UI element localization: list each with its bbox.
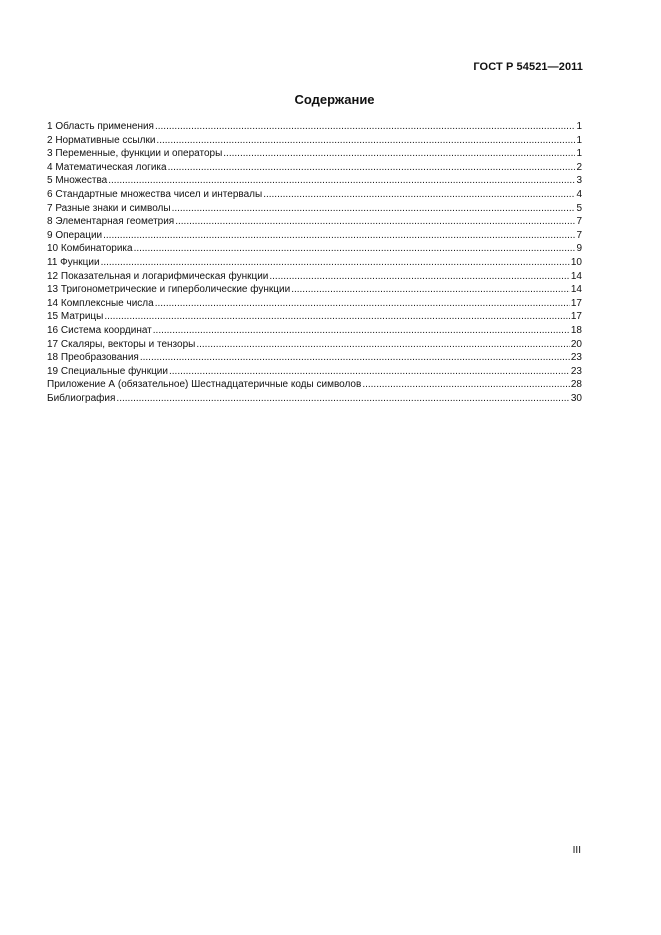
toc-leader-dots [103,229,575,243]
toc-leader-dots [155,297,570,311]
toc-item[interactable] [47,324,582,338]
toc-item-page: 17 [570,311,582,323]
toc-item-page: 1 [576,134,582,146]
toc-item[interactable] [47,283,582,297]
toc-leader-dots [101,256,570,270]
toc-item-label: 12 Показательная и логарифмическая функции [47,270,269,282]
toc-item-page: 4 [576,188,582,200]
toc-item-label: 9 Операции [47,229,103,241]
toc-item[interactable] [47,365,582,379]
toc-item-label: 10 Комбинаторика [47,243,133,255]
toc-item[interactable] [47,161,582,175]
toc-leader-dots [223,147,575,161]
table-of-contents [47,120,582,405]
toc-item-label: 6 Стандартные множества чисел и интервалы [47,188,263,200]
toc-item-label: 1 Область применения [47,121,154,132]
toc-item-page: 9 [576,243,582,255]
toc-item-label: 17 Скаляры, векторы и тензоры [47,338,196,350]
toc-leader-dots [291,283,570,297]
toc-item-page: 14 [570,284,582,296]
toc-item-page: 2 [576,161,582,173]
toc-item-page: 10 [570,256,582,268]
toc-item[interactable] [47,229,582,243]
toc-item-page: 7 [576,216,582,228]
toc-item-page: 14 [570,270,582,282]
page-number: III [572,845,581,856]
toc-item-label: 3 Переменные, функции и операторы [47,148,223,160]
toc-leader-dots [155,120,575,134]
toc-item-label: Библиография [47,392,116,404]
toc-leader-dots [362,378,570,392]
toc-item[interactable] [47,147,582,161]
toc-item-label: 8 Элементарная геометрия [47,216,175,228]
toc-item-page: 28 [570,379,582,391]
toc-item-label: 18 Преобразования [47,352,139,364]
toc-leader-dots [104,310,570,324]
toc-item-label: 5 Множества [47,175,108,187]
toc-item-page: 20 [570,338,582,350]
toc-item-page: 23 [570,365,582,377]
toc-item[interactable] [47,120,582,134]
toc-item-page: 3 [576,175,582,187]
toc-item[interactable] [47,310,582,324]
toc-item[interactable] [47,297,582,311]
toc-item-label: 15 Матрицы [47,311,104,323]
toc-item-label: Приложение А (обязательное) Шестнадцатеричные коды символов [47,379,362,391]
toc-leader-dots [169,365,570,379]
toc-item[interactable] [47,351,582,365]
toc-leader-dots [140,351,570,365]
toc-item[interactable] [47,174,582,188]
toc-item[interactable] [47,134,582,148]
toc-item-label: 13 Тригонометрические и гиперболические функции [47,284,291,296]
document-code: ГОСТ Р 54521—2011 [473,61,583,73]
toc-item-label: 11 Функции [47,256,100,268]
toc-title: Содержание [294,92,375,107]
toc-item-page: 17 [570,297,582,309]
toc-item-page: 30 [570,392,582,404]
toc-item-page: 23 [570,352,582,364]
toc-leader-dots [134,242,576,256]
toc-leader-dots [116,392,569,406]
toc-item-label: 14 Комплексные числа [47,297,154,309]
toc-leader-dots [156,134,575,148]
toc-leader-dots [153,324,570,338]
toc-item[interactable] [47,256,582,270]
toc-leader-dots [108,174,575,188]
toc-item[interactable] [47,392,582,406]
toc-leader-dots [168,161,576,175]
toc-leader-dots [172,202,576,216]
toc-leader-dots [175,215,575,229]
toc-item-label: 2 Нормативные ссылки [47,134,156,146]
toc-leader-dots [263,188,575,202]
toc-leader-dots [269,270,570,284]
toc-item[interactable] [47,338,582,352]
toc-item-label: 19 Специальные функции [47,365,168,377]
toc-item-page: 1 [576,148,582,160]
toc-item[interactable] [47,270,582,284]
toc-item-label: 4 Математическая логика [47,161,167,173]
toc-item-label: 7 Разные знаки и символы [47,202,171,214]
toc-item[interactable] [47,202,582,216]
toc-leader-dots [196,338,570,352]
toc-item-page: 18 [570,324,582,336]
toc-item[interactable] [47,188,582,202]
toc-item[interactable] [47,215,582,229]
toc-item[interactable] [47,378,582,392]
toc-item-page: 5 [576,202,582,214]
toc-item-page: 1 [576,121,582,132]
toc-item-label: 16 Система координат [47,324,152,336]
toc-item-page: 7 [576,229,582,241]
toc-item[interactable] [47,242,582,256]
